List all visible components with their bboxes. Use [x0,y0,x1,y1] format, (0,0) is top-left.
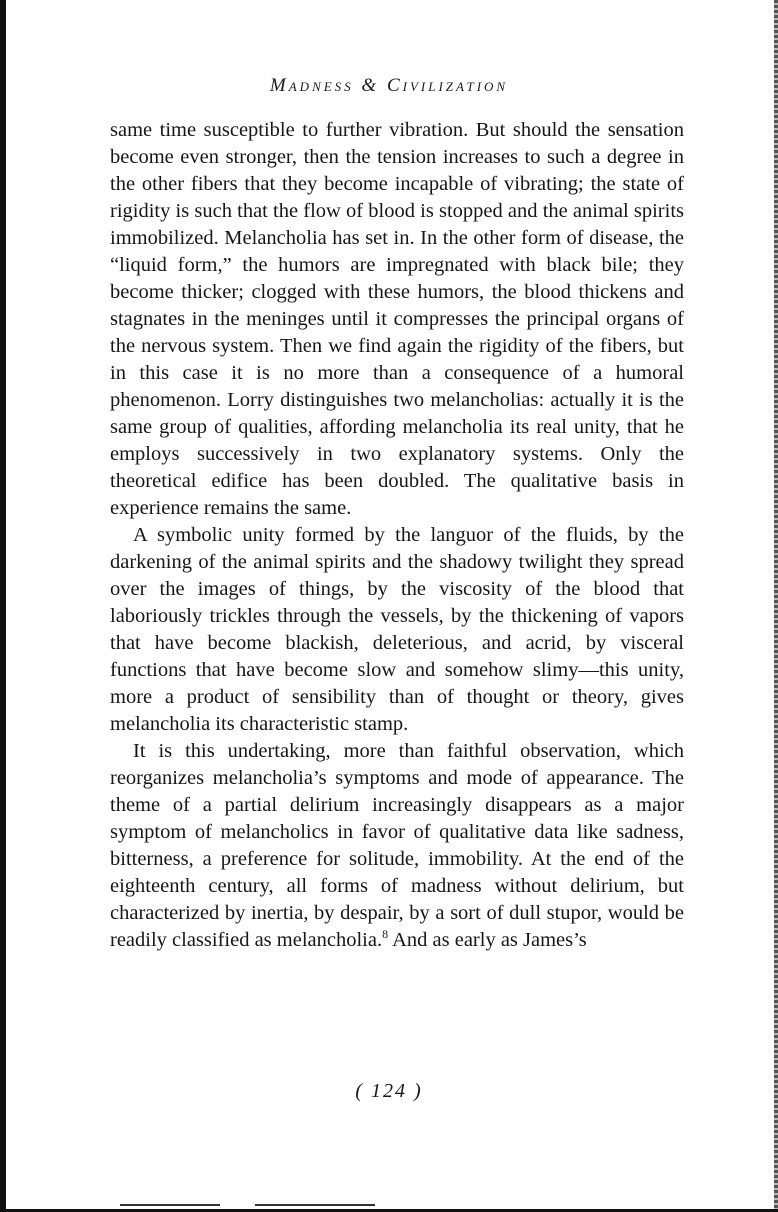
footnote-reference[interactable]: 8 [382,927,389,942]
paragraph-3-text: It is this undertaking, more than faithful observation, which reorganizes melancholia’s symptoms and mode of appearance. The theme of a partial delirium increasingly disappears as a major symptom of melancholics in favor of qualitative data like sadness, bitterness, a preference for solitude, immobility. At the end of the eighteenth century, all forms of madness without delirium, but characterized by inertia, by despair, by a sort of dull stupor, would be readily classified as melancholia. [110,740,684,951]
page-number: ( 124 ) [355,1080,423,1102]
body-text [110,117,684,954]
paragraph-3-tail: And as early as James’s [388,929,587,951]
paragraph-1: same time susceptible to further vibration. But should the sensation become even stronger, then the tension increases to such a degree in the other fibers that they become incapable of vibrating; the state of rigidity is such that the flow of blood is stopped and the animal spirits immobilized. Melancholia has set in. In the other form of disease, the “liquid form,” the humors are impregnated with black bile; they become thicker; clogged with these humors, the blood thickens and stagnates in the meninges until it compresses the principal organs of the nervous system. Then we find again the rigidity of the fibers, but in this case it is no more than a consequence of a humoral phenomenon. Lorry distinguishes two melancholias: actually it is the same group of qualities, affording melancholia its real unity, that he employs successively in two explanatory systems. Only the theoretical edifice has been doubled. The qualitative basis in experience remains the same. [110,119,684,519]
paragraph-2: A symbolic unity formed by the languor of the fluids, by the darkening of the animal spirits and the shadowy twilight they spread over the images of things, by the viscosity of the blood that laboriously trickles through the vessels, by the thickening of vapors that have become blackish, deleterious, and acrid, by visceral functions that have become slow and somehow slimy—this unity, more a product of sensibility than of thought or theory, gives melancholia its characteristic stamp. [110,524,684,735]
paragraph-3 [110,738,684,954]
scan-edge-left [0,0,6,1212]
scan-artifact-line [255,1204,375,1206]
scan-edge-right [774,0,778,1212]
running-header: Madness & Civilization [269,75,509,96]
scan-artifact-line [120,1204,220,1206]
